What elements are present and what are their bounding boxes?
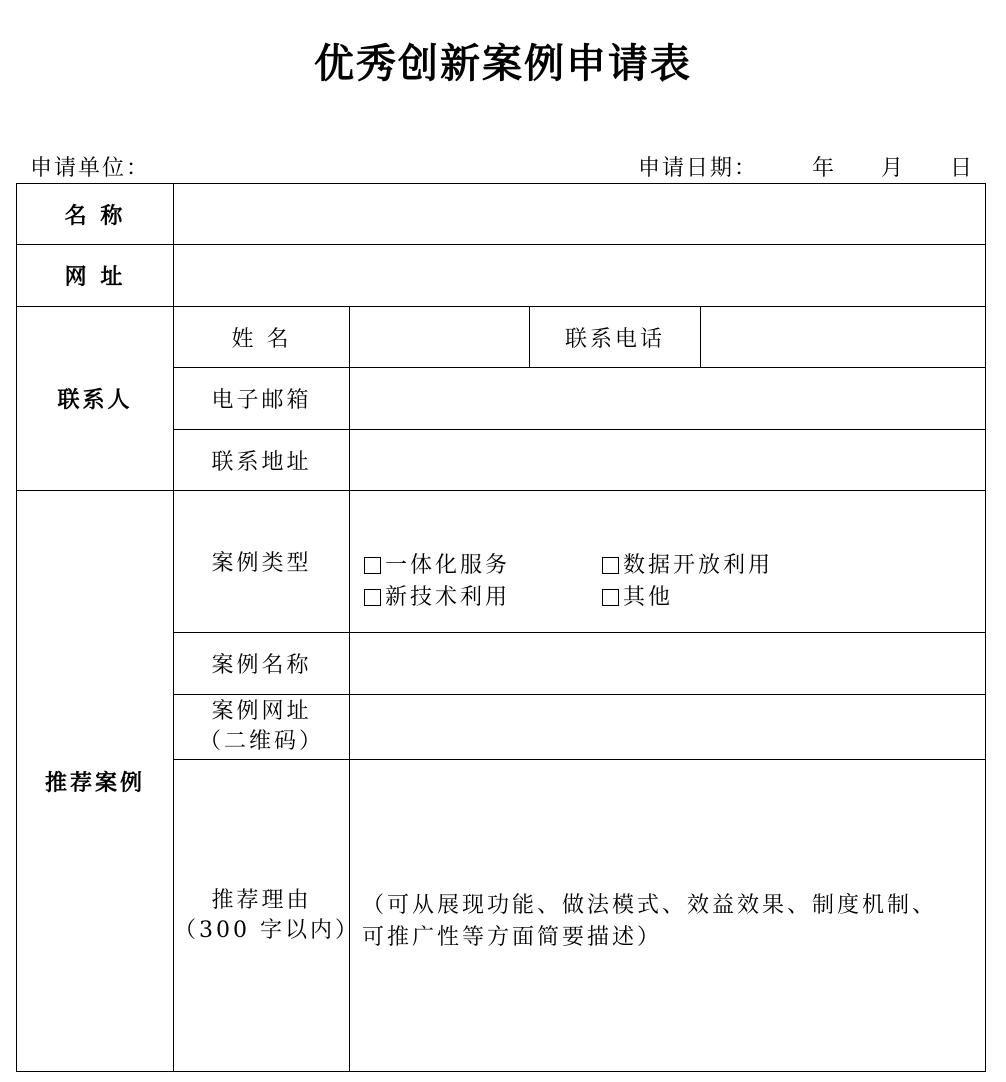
contact-label: 联系人: [17, 307, 174, 491]
name-field[interactable]: [174, 184, 986, 245]
case-url-label: 案例网址 （二维码）: [174, 695, 350, 760]
person-name-label: 姓 名: [174, 307, 350, 368]
email-label: 电子邮箱: [174, 368, 350, 430]
name-label: 名 称: [17, 184, 174, 245]
checkbox-icon[interactable]: [364, 557, 381, 574]
checkbox-icon[interactable]: [602, 589, 619, 606]
case-type-option[interactable]: 新技术利用: [364, 582, 602, 614]
website-field[interactable]: [174, 245, 986, 307]
form-title: 优秀创新案例申请表: [314, 41, 692, 87]
apply-date-label: 申请日期：: [638, 156, 759, 181]
checkbox-icon[interactable]: [364, 589, 381, 606]
apply-date-month: 月: [880, 156, 905, 181]
case-name-label: 案例名称: [174, 633, 350, 695]
apply-date: [638, 151, 974, 182]
apply-date-year: 年: [811, 156, 836, 181]
email-field[interactable]: [350, 368, 986, 430]
address-field[interactable]: [350, 430, 986, 491]
case-type-label: 案例类型: [174, 491, 350, 633]
checkbox-icon[interactable]: [602, 557, 619, 574]
phone-label: 联系电话: [530, 307, 701, 368]
case-type-options: [350, 491, 986, 633]
website-label: 网 址: [17, 245, 174, 307]
recommend-label: 推荐案例: [17, 491, 174, 1072]
reason-label: 推荐理由 （300 字以内）: [174, 760, 350, 1072]
person-name-field[interactable]: [350, 307, 530, 368]
applicant-unit-label: 申请单位：: [30, 156, 151, 181]
case-name-field[interactable]: [350, 633, 986, 695]
case-type-option[interactable]: 其他: [602, 582, 840, 614]
reason-hint: （可从展现功能、做法模式、效益效果、制度机制、 可推广性等方面简要描述）: [362, 892, 938, 950]
reason-field[interactable]: [350, 760, 986, 1072]
phone-field[interactable]: [701, 307, 986, 368]
case-type-option[interactable]: 一体化服务: [364, 550, 602, 582]
apply-date-day: 日: [949, 156, 974, 181]
application-form-table: [16, 183, 986, 1072]
address-label: 联系地址: [174, 430, 350, 491]
case-url-field[interactable]: [350, 695, 986, 760]
case-type-option[interactable]: 数据开放利用: [602, 550, 840, 582]
